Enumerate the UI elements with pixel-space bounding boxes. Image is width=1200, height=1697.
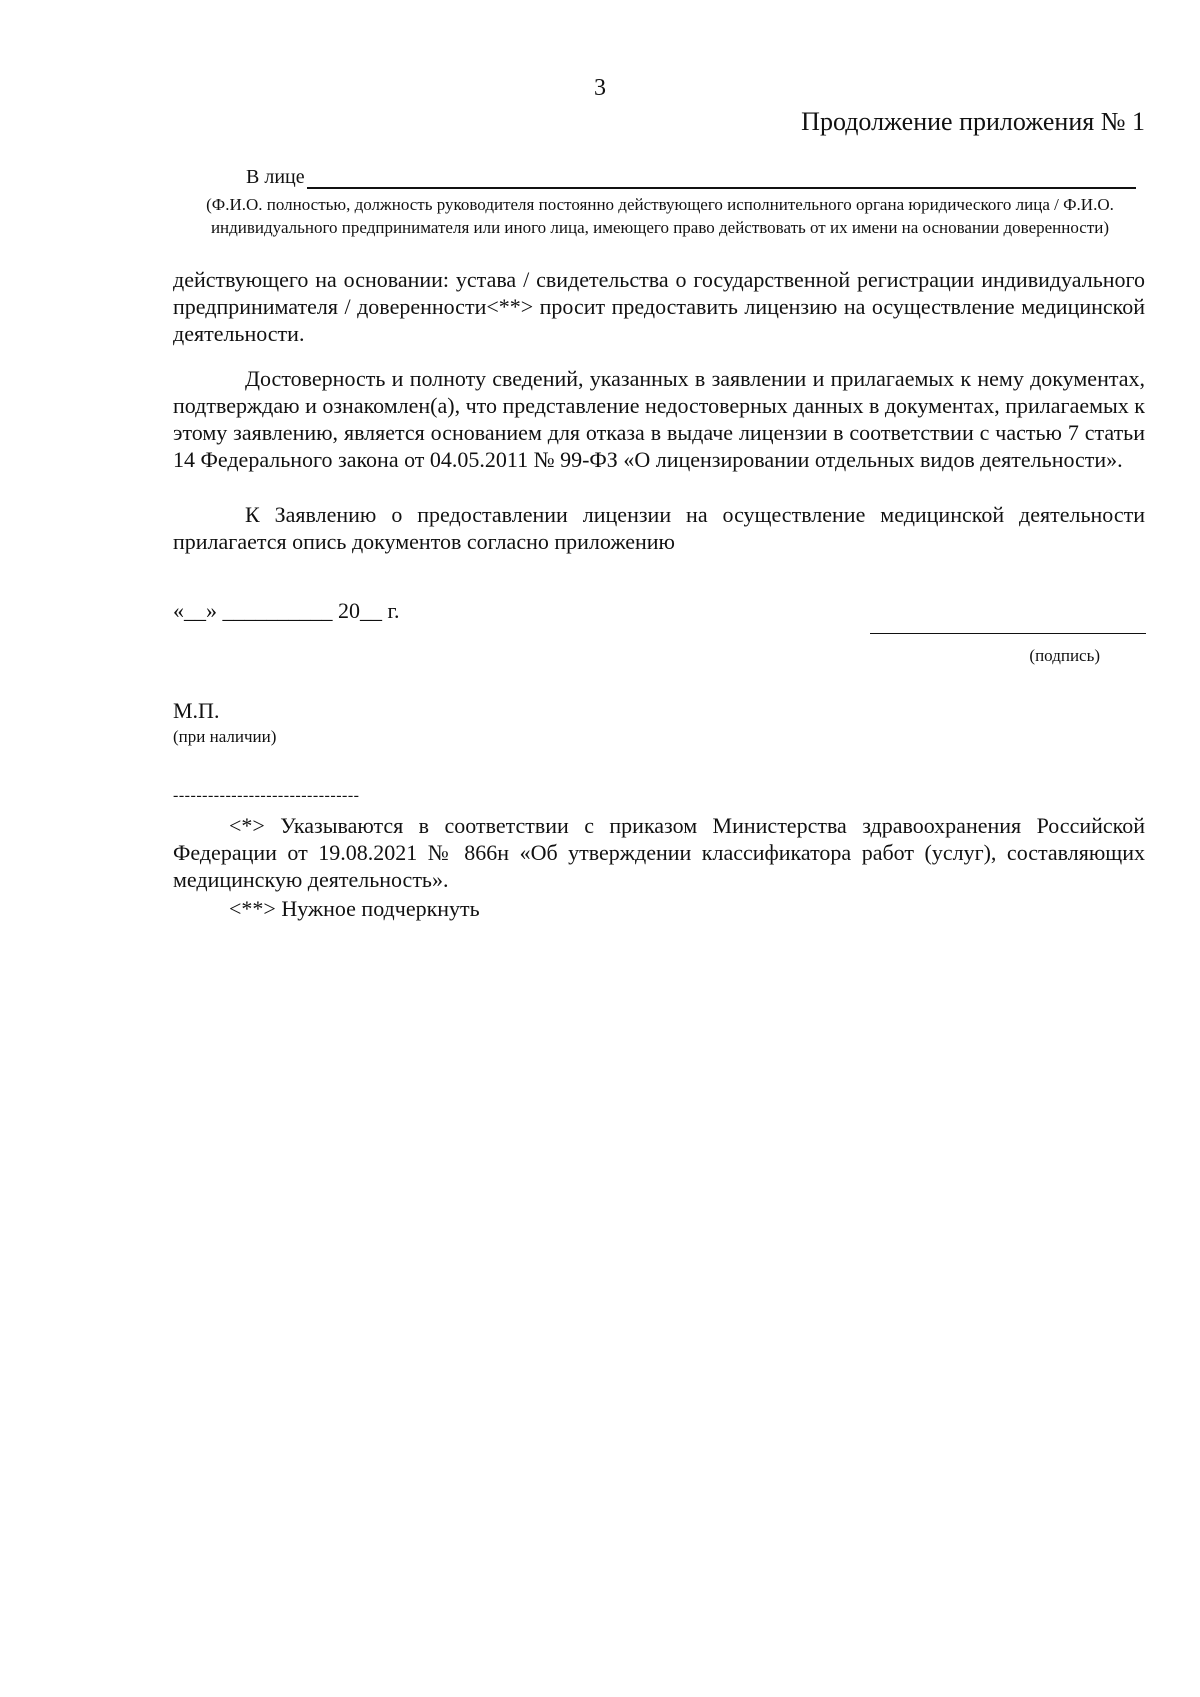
signature-label: (подпись)	[1029, 646, 1100, 665]
footnote-1: <*> Указываются в соответствии с приказом Министерства здравоохранения Российской Федерации от 19.08.2021 № 866н «Об утверждении классификатора работ (услуг), составляющих медицинскую деятельность».	[173, 813, 1145, 892]
person-field-hint: (Ф.И.О. полностью, должность руководителя постоянно действующего исполнительного органа юридического лица / Ф.И.О. индивидуального предпринимателя или иного лица, имеющего право действовать от их имени на основании доверенности)	[206, 195, 1114, 237]
appendix-title: Продолжение приложения № 1	[801, 107, 1145, 136]
page-number: 3	[594, 75, 606, 101]
stamp-label: М.П.	[173, 698, 220, 723]
basis-paragraph: действующего на основании: устава / свидетельства о государственной регистрации индивидуального предпринимателя / доверенности<**> просит предоставить лицензию на осуществление медицинской деятельности.	[173, 267, 1145, 346]
person-field	[246, 165, 1136, 189]
attachment-paragraph: К Заявлению о предоставлении лицензии на осуществление медицинской деятельности прилагается опись документов согласно приложению	[173, 502, 1145, 554]
person-blank-line	[307, 167, 1136, 189]
footnote-2: <**> Нужное подчеркнуть	[229, 896, 480, 921]
person-label: В лице	[246, 166, 305, 188]
footnote-separator: --------------------------------	[173, 787, 360, 804]
signature-line	[870, 633, 1146, 634]
confirmation-paragraph: Достоверность и полноту сведений, указанных в заявлении и прилагаемых к нему документах, подтверждаю и ознакомлен(а), что представление недостоверных данных в документах, прилагаемых к этому заявлению, является основанием для отказа в выдаче лицензии в соответствии с частью 7 статьи 14 Федерального закона от 04.05.2011 № 99-ФЗ «О лицензировании отдельных видов деятельности».	[173, 366, 1145, 472]
date-field: «__» __________ 20__ г.	[173, 598, 400, 623]
stamp-note: (при наличии)	[173, 727, 277, 746]
